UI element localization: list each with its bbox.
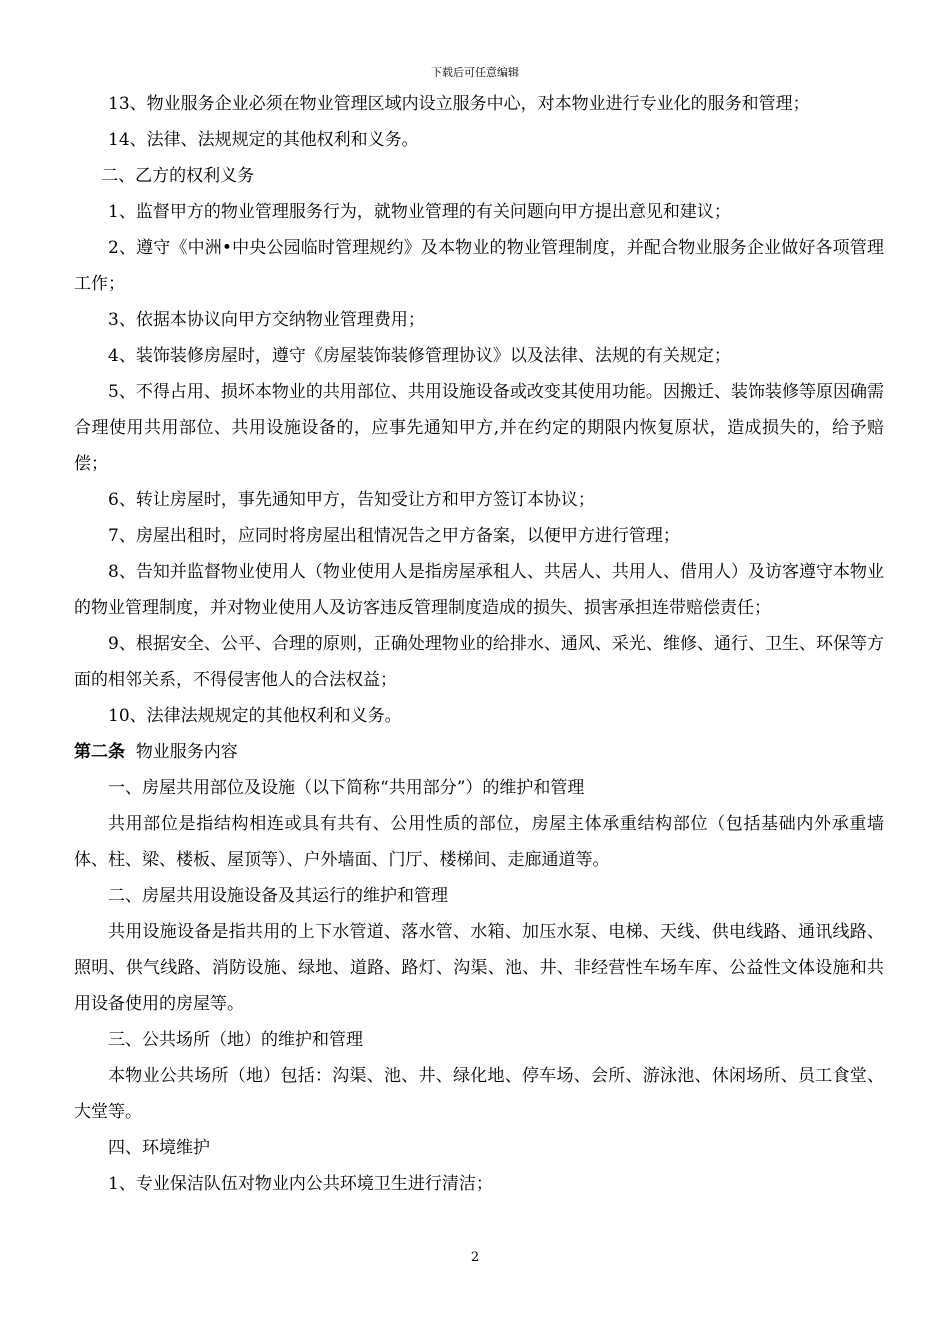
party-b-clause-6: 6、转让房屋时，事先通知甲方，告知受让方和甲方签订本协议；: [108, 490, 595, 510]
party-b-clause-2: 2、遵守《中洲•中央公园临时管理规约》及本物业的物业管理制度，并配合物业服务企业做好各项管理工作；: [74, 238, 884, 294]
party-b-clause-8: 8、告知并监督物业使用人（物业使用人是指房屋承租人、共居人、共用人、借用人）及访客遵守本物业的物业管理制度，并对物业使用人及访客违反管理制度造成的损失、损害承担连带赔偿责任；: [74, 562, 884, 618]
party-b-clause-9: 9、根据安全、公平、合理的原则，正确处理物业的给排水、通风、采光、维修、通行、卫生、环保等方面的相邻关系，不得侵害他人的合法权益；: [74, 634, 884, 690]
section-heading-party-b: 二、乙方的权利义务: [101, 166, 255, 186]
page-header: 下载后可任意编辑: [431, 66, 519, 79]
party-b-clause-7: 7、房屋出租时，应同时将房屋出租情况告之甲方备案，以便甲方进行管理；: [108, 526, 680, 546]
service-item-1-heading: 一、房屋共用部位及设施（以下简称“共用部分”）的维护和管理: [108, 778, 585, 798]
party-b-clause-4: 4、装饰装修房屋时，遵守《房屋装饰装修管理协议》以及法律、法规的有关规定；: [108, 346, 731, 366]
clause-14: 14、法律、法规规定的其他权利和义务。: [108, 130, 419, 150]
party-b-clause-5: 5、不得占用、损坏本物业的共用部位、共用设施设备或改变其使用功能。因搬迁、装饰装修等原因确需合理使用共用部位、共用设施设备的，应事先通知甲方,并在约定的期限内恢复原状，造成损失的，给予赔偿；: [74, 382, 884, 474]
article-heading: [74, 734, 884, 770]
service-item-3-heading: 三、公共场所（地）的维护和管理: [108, 1030, 363, 1050]
service-item-4-heading: 四、环境维护: [108, 1138, 210, 1158]
service-item-2-body: 共用设施设备是指共用的上下水管道、落水管、水箱、加压水泵、电梯、天线、供电线路、通讯线路、照明、供气线路、消防设施、绿地、道路、路灯、沟渠、池、井、非经营性车场车库、公益性文体设施和共用设备使用的房屋等。: [74, 922, 884, 1014]
service-item-3-body: 本物业公共场所（地）包括：沟渠、池、井、绿化地、停车场、会所、游泳池、休闲场所、员工食堂、大堂等。: [74, 1066, 884, 1122]
document-body: [74, 86, 884, 1202]
article-label: 第二条: [74, 742, 125, 762]
party-b-clause-3: 3、依据本协议向甲方交纳物业管理费用；: [108, 310, 425, 330]
party-b-clause-10: 10、法律法规规定的其他权利和义务。: [108, 706, 402, 726]
page-number: 2: [470, 1250, 480, 1265]
service-item-4-clause-1: 1、专业保洁队伍对物业内公共环境卫生进行清洁；: [108, 1174, 493, 1194]
article-title: 物业服务内容: [135, 742, 238, 762]
clause-13: 13、物业服务企业必须在物业管理区域内设立服务中心，对本物业进行专业化的服务和管理；: [108, 94, 810, 114]
service-item-1-body: 共用部位是指结构相连或具有共有、公用性质的部位，房屋主体承重结构部位（包括基础内外承重墙体、柱、梁、楼板、屋顶等）、户外墙面、门厅、楼梯间、走廊通道等。: [74, 814, 884, 870]
party-b-clause-1: 1、监督甲方的物业管理服务行为，就物业管理的有关问题向甲方提出意见和建议；: [108, 202, 731, 222]
service-item-2-heading: 二、房屋共用设施设备及其运行的维护和管理: [108, 886, 448, 906]
